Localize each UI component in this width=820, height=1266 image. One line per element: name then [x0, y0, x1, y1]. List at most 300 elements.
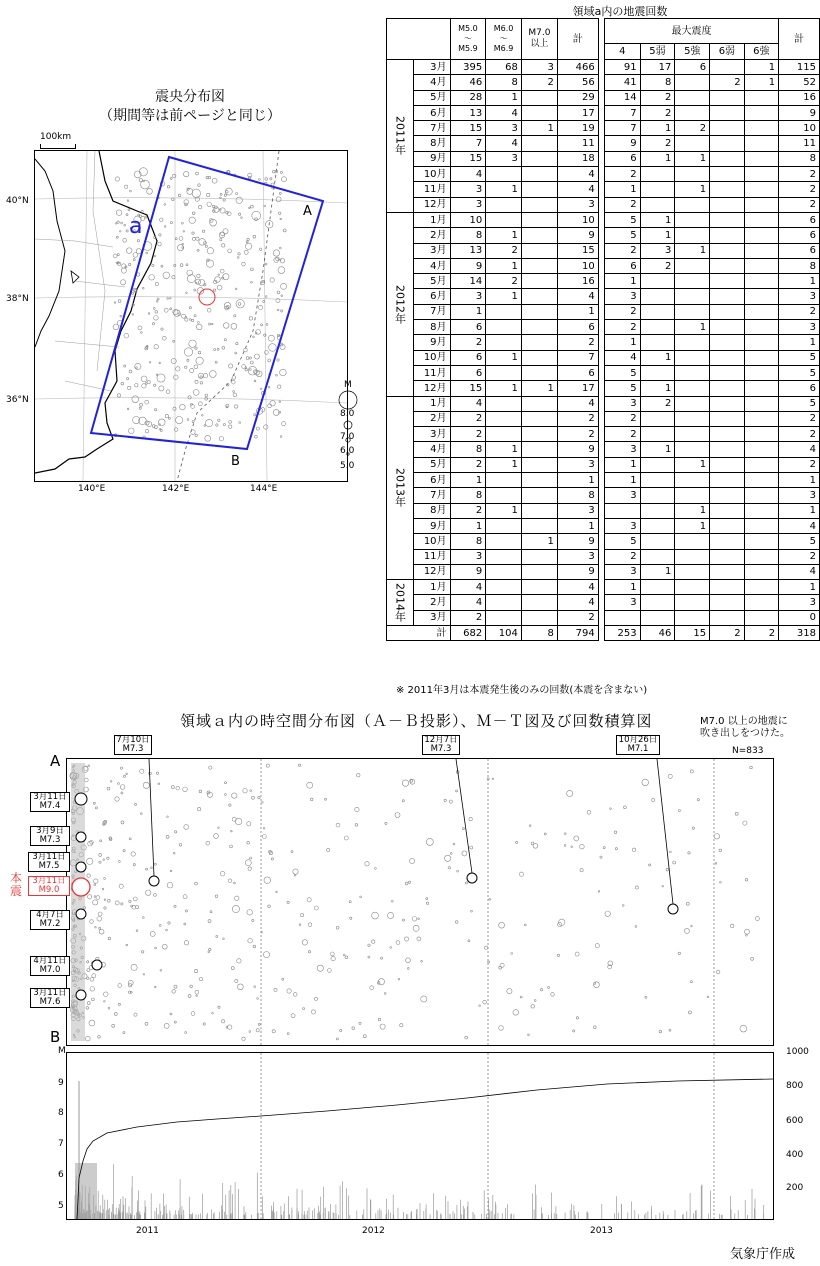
- cell-t2: 4: [779, 442, 820, 457]
- epicenter-marker: [162, 336, 166, 340]
- epicenter-marker: [128, 386, 131, 389]
- month-label: 3月: [414, 243, 451, 258]
- cell-i5l: 2: [640, 396, 675, 411]
- table-row: [387, 396, 820, 411]
- epicenter-marker: [178, 194, 181, 197]
- epicenter-marker: [246, 357, 249, 360]
- epicenter-marker: [130, 190, 132, 192]
- cell-i6u: [744, 182, 778, 197]
- spacetime-marker: [247, 841, 250, 844]
- epicenter-marker: [245, 243, 251, 249]
- spacetime-marker: [519, 872, 523, 876]
- callout-left-mainshock: 3月11日 M9.0: [28, 876, 70, 896]
- epicenter-marker: [163, 272, 170, 279]
- spacetime-marker: [457, 870, 459, 872]
- cell-i6u: [744, 274, 778, 289]
- spacetime-marker: [421, 996, 427, 1002]
- cell-c: 2: [521, 75, 557, 90]
- cell-c: 3: [521, 60, 557, 75]
- cell-i6u: [744, 136, 778, 151]
- epicenter-marker: [233, 391, 235, 393]
- spacetime-marker: [529, 825, 531, 827]
- epicenter-marker: [280, 218, 282, 220]
- epicenter-marker: [157, 298, 159, 300]
- cell-i5l: [640, 427, 675, 442]
- epicenter-marker: [220, 239, 222, 241]
- month-label: 3月: [414, 427, 451, 442]
- cell-i6u: [744, 457, 778, 472]
- spacetime-marker: [291, 851, 293, 853]
- cell-i6l: [710, 258, 744, 273]
- table-row: [387, 320, 820, 335]
- spacetime-marker: [340, 1029, 342, 1031]
- epicenter-marker: [277, 291, 280, 294]
- spacetime-marker: [151, 867, 153, 869]
- spacetime-marker: [115, 797, 119, 801]
- spacetime-marker: [350, 917, 352, 919]
- spacetime-marker: [263, 828, 265, 830]
- mt-svg: [67, 1053, 773, 1219]
- epicenter-marker: [198, 184, 201, 187]
- epicenter-marker: [154, 409, 156, 411]
- month-label: 4月: [414, 442, 451, 457]
- spacetime-marker: [745, 929, 750, 934]
- spacetime-marker: [402, 800, 404, 802]
- spacetime-marker: [396, 941, 400, 945]
- cell-i4: 9: [604, 136, 640, 151]
- epicenter-marker: [139, 168, 147, 176]
- cell-t: 9: [557, 228, 598, 243]
- spacetime-marker: [524, 924, 526, 926]
- epicenter-marker: [194, 315, 196, 317]
- epicenter-marker: [256, 330, 261, 335]
- cell-b: [486, 580, 522, 595]
- mainshock-st-marker: [72, 878, 90, 896]
- spacetime-marker: [183, 895, 187, 899]
- spacetime-marker: [355, 824, 358, 827]
- total-b: 104: [486, 625, 522, 640]
- cell-b: 2: [486, 243, 522, 258]
- cell-i6u: [744, 228, 778, 243]
- spacetime-marker: [237, 959, 241, 963]
- epicenter-marker: [232, 380, 236, 384]
- spacetime-marker: [575, 952, 579, 956]
- spacetime-marker: [128, 980, 133, 985]
- spacetime-svg: [67, 759, 773, 1045]
- spacetime-marker: [544, 833, 546, 835]
- epicenter-marker: [114, 302, 116, 304]
- epicenter-marker: [235, 288, 237, 290]
- spacetime-marker: [390, 947, 392, 949]
- month-label: 11月: [414, 182, 451, 197]
- spacetime-marker: [287, 901, 289, 903]
- epicenter-marker: [176, 417, 183, 424]
- spacetime-marker: [336, 926, 339, 929]
- spacetime-marker: [133, 897, 137, 901]
- cell-a: 6: [450, 320, 486, 335]
- cell-b: [486, 518, 522, 533]
- cell-t2: 9: [779, 105, 820, 120]
- header-int5l: 5弱: [640, 44, 675, 60]
- epicenter-marker: [244, 250, 248, 254]
- epicenter-marker: [280, 171, 282, 173]
- spacetime-marker: [98, 1036, 101, 1039]
- mt-n-600: 600: [786, 1116, 804, 1126]
- spacetime-marker: [184, 941, 188, 945]
- epicenter-marker: [224, 194, 226, 196]
- spacetime-marker: [185, 910, 187, 912]
- spacetime-marker: [235, 896, 239, 900]
- table-row: [387, 595, 820, 610]
- cell-i5l: [640, 457, 675, 472]
- spacetime-marker: [225, 782, 227, 784]
- epicenter-marker: [124, 224, 126, 226]
- epicenter-marker: [247, 238, 249, 240]
- mt-n-200: 200: [786, 1183, 804, 1193]
- epicenter-marker: [228, 249, 232, 253]
- cell-i5l: [640, 320, 675, 335]
- epicenter-marker: [159, 362, 161, 364]
- cell-a: 28: [450, 90, 486, 105]
- month-label: 1月: [414, 396, 451, 411]
- cell-i6u: [744, 381, 778, 396]
- spacetime-marker: [328, 969, 332, 973]
- month-label: 2月: [414, 595, 451, 610]
- spacetime-marker: [368, 944, 370, 946]
- header-total: 計: [557, 19, 598, 60]
- spacetime-marker: [104, 907, 106, 909]
- epicenter-marker: [268, 335, 274, 341]
- epicenter-marker: [269, 344, 277, 352]
- cell-i5l: 8: [640, 75, 675, 90]
- spacetime-marker: [266, 764, 269, 767]
- spacetime-marker: [659, 1030, 662, 1033]
- cell-c: [521, 350, 557, 365]
- cell-t: 4: [557, 182, 598, 197]
- epicenter-marker: [244, 348, 248, 352]
- total-i5u: 15: [675, 625, 710, 640]
- spacetime-marker: [90, 920, 94, 924]
- cell-i5l: [640, 197, 675, 212]
- spacetime-marker: [731, 924, 734, 927]
- cell-i6u: [744, 243, 778, 258]
- spacetime-marker: [242, 1037, 245, 1040]
- epicenter-marker: [254, 354, 259, 359]
- month-label: 12月: [414, 564, 451, 579]
- cell-i5u: [675, 549, 710, 564]
- epicenter-marker: [277, 359, 279, 361]
- spacetime-marker: [576, 1017, 578, 1019]
- epicenter-marker: [141, 210, 143, 212]
- cell-i6u: [744, 580, 778, 595]
- epicenter-marker: [205, 435, 211, 441]
- cell-i5l: 1: [640, 564, 675, 579]
- cell-i6u: [744, 151, 778, 166]
- month-label: 4月: [414, 258, 451, 273]
- spacetime-marker: [156, 772, 158, 774]
- cell-i4: 4: [604, 350, 640, 365]
- cell-t2: 16: [779, 90, 820, 105]
- spacetime-marker: [263, 952, 269, 958]
- header-m6: M6.0 ～ M6.9: [486, 19, 522, 60]
- epicenter-marker: [223, 424, 225, 426]
- cell-c: [521, 564, 557, 579]
- epicenter-marker: [218, 274, 220, 276]
- cell-i5l: [640, 274, 675, 289]
- header-int5u: 5強: [675, 44, 710, 60]
- cell-t2: 8: [779, 258, 820, 273]
- epicenter-marker: [268, 404, 272, 408]
- spacetime-marker: [649, 864, 651, 866]
- spacetime-marker: [206, 841, 210, 845]
- cell-b: [486, 320, 522, 335]
- epicenter-marker: [216, 424, 218, 426]
- cell-t: 6: [557, 365, 598, 380]
- credit: 気象庁作成: [730, 1247, 796, 1262]
- spacetime-marker: [408, 881, 410, 883]
- cell-c: [521, 289, 557, 304]
- spacetime-marker: [118, 1003, 120, 1005]
- epicenter-marker: [281, 283, 287, 289]
- cell-i5l: [640, 595, 675, 610]
- spacetime-marker: [402, 780, 408, 786]
- spacetime-marker: [716, 970, 720, 974]
- spacetime-marker: [691, 925, 693, 927]
- epicenter-marker: [251, 205, 254, 208]
- cell-i5l: 1: [640, 350, 675, 365]
- month-label: 8月: [414, 136, 451, 151]
- spacetime-marker: [528, 1034, 530, 1036]
- epicenter-marker: [191, 430, 196, 435]
- mag-legend-70: 7.0: [340, 432, 355, 442]
- cell-i4: 2: [604, 320, 640, 335]
- cell-i4: 2: [604, 411, 640, 426]
- cell-i4: [604, 503, 640, 518]
- cell-b: 3: [486, 151, 522, 166]
- cell-i6l: [710, 488, 744, 503]
- spacetime-marker: [154, 863, 156, 865]
- cell-t2: 11: [779, 136, 820, 151]
- cell-i6u: [744, 473, 778, 488]
- epicenter-marker: [236, 342, 238, 344]
- epicenter-marker: [224, 339, 226, 341]
- spacetime-marker: [223, 938, 225, 940]
- cell-b: 1: [486, 228, 522, 243]
- epicenter-marker: [121, 280, 126, 285]
- epicenter-marker: [170, 308, 172, 310]
- spacetime-marker: [258, 1023, 260, 1025]
- epicenter-marker: [174, 375, 179, 380]
- cell-i6l: [710, 121, 744, 136]
- cell-t2: 5: [779, 350, 820, 365]
- epicenter-marker: [196, 172, 199, 175]
- cell-i6l: [710, 503, 744, 518]
- epicenter-marker: [268, 359, 271, 362]
- cell-i5u: [675, 289, 710, 304]
- spacetime-marker: [232, 793, 237, 798]
- epicenter-marker: [265, 263, 267, 265]
- epicenter-marker: [185, 366, 187, 368]
- table-row: [387, 503, 820, 518]
- spacetime-marker: [99, 861, 101, 863]
- cell-b: 1: [486, 350, 522, 365]
- cell-i6u: [744, 335, 778, 350]
- month-label: 6月: [414, 105, 451, 120]
- cell-i6u: [744, 258, 778, 273]
- cell-c: 1: [521, 381, 557, 396]
- cell-i5l: [640, 167, 675, 182]
- spacetime-marker: [287, 989, 291, 993]
- spacetime-marker: [402, 919, 404, 921]
- cell-t: 2: [557, 427, 598, 442]
- epicenter-marker: [178, 245, 184, 251]
- epicenter-marker: [192, 189, 200, 197]
- epicenter-marker: [192, 232, 194, 234]
- cell-t2: 6: [779, 381, 820, 396]
- cell-c: [521, 182, 557, 197]
- cell-i6u: [744, 488, 778, 503]
- total-t: 794: [557, 625, 598, 640]
- spacetime-marker: [121, 903, 123, 905]
- spacetime-marker: [104, 992, 109, 997]
- cell-i4: 2: [604, 243, 640, 258]
- spacetime-marker: [755, 917, 759, 921]
- cell-c: [521, 167, 557, 182]
- epicenter-marker: [132, 314, 134, 316]
- year-label: 2014年: [387, 580, 414, 626]
- spacetime-marker: [622, 905, 624, 907]
- epicenter-marker: [149, 362, 151, 364]
- cell-t2: 6: [779, 212, 820, 227]
- epicenter-marker: [235, 352, 237, 354]
- cell-a: 9: [450, 564, 486, 579]
- cell-i5l: 1: [640, 121, 675, 136]
- epicenter-marker: [155, 282, 158, 285]
- epicenter-marker: [154, 316, 159, 321]
- table-row: [387, 289, 820, 304]
- spacetime-marker: [426, 902, 428, 904]
- cell-t2: 6: [779, 228, 820, 243]
- epicenter-marker: [184, 171, 189, 176]
- spacetime-marker: [410, 858, 415, 863]
- epicenter-marker: [121, 222, 123, 224]
- spacetime-marker: [216, 935, 218, 937]
- cell-i6u: [744, 121, 778, 136]
- callout-left-6: 4月11日 M7.0: [30, 956, 70, 976]
- cell-t: 10: [557, 212, 598, 227]
- callout-left-2: 3月9日 M7.3: [30, 826, 70, 846]
- mt-year-2013: 2013: [590, 1226, 613, 1236]
- spacetime-marker: [688, 1011, 691, 1014]
- epicenter-marker: [187, 359, 189, 361]
- spacetime-marker: [94, 896, 96, 898]
- spacetime-marker: [580, 844, 585, 849]
- spacetime-marker: [455, 921, 458, 924]
- table-row: [387, 136, 820, 151]
- mainshock-label: 本震: [9, 871, 22, 898]
- cell-a: 1: [450, 304, 486, 319]
- epicenter-marker: [132, 396, 139, 403]
- epicenter-marker: [265, 296, 267, 298]
- table-row: [387, 534, 820, 549]
- cell-i6l: [710, 518, 744, 533]
- spacetime-marker: [564, 845, 566, 847]
- epicenter-marker: [191, 319, 193, 321]
- table-corner: [387, 19, 451, 60]
- spacetime-marker: [520, 996, 522, 998]
- epicenter-marker: [245, 369, 247, 371]
- table-row: [387, 381, 820, 396]
- epicenter-marker: [161, 328, 163, 330]
- epicenter-marker: [121, 268, 126, 273]
- epicenter-marker: [145, 400, 149, 404]
- cell-t: 3: [557, 197, 598, 212]
- epicenter-marker: [117, 394, 120, 397]
- cell-b: 8: [486, 75, 522, 90]
- cell-i5u: 1: [675, 518, 710, 533]
- callout-left-7: 3月11日 M7.6: [30, 988, 70, 1008]
- epicenter-marker: [173, 174, 176, 177]
- epicenter-marker: [164, 204, 166, 206]
- cell-i4: 1: [604, 274, 640, 289]
- spacetime-marker: [743, 821, 747, 825]
- header-int6l: 6弱: [710, 44, 744, 60]
- cell-a: 10: [450, 212, 486, 227]
- epicenter-marker: [129, 428, 135, 434]
- cell-i4: 3: [604, 518, 640, 533]
- spacetime-marker: [85, 1036, 90, 1041]
- spacetime-marker: [413, 925, 419, 931]
- spacetime-marker: [173, 852, 175, 854]
- spacetime-marker: [126, 944, 128, 946]
- spacetime-marker: [666, 868, 669, 871]
- spacetime-marker: [123, 1032, 125, 1034]
- total-t2: 318: [779, 625, 820, 640]
- total-c: 8: [521, 625, 557, 640]
- cell-i6l: [710, 182, 744, 197]
- cell-i6l: [710, 595, 744, 610]
- cell-t: 1: [557, 304, 598, 319]
- cell-t: 29: [557, 90, 598, 105]
- epicenter-marker: [281, 295, 283, 297]
- spacetime-marker: [184, 923, 186, 925]
- cell-a: 15: [450, 151, 486, 166]
- epicenter-marker: [202, 230, 204, 232]
- epicenter-marker: [255, 435, 258, 438]
- epicenter-marker: [205, 397, 208, 400]
- cell-c: [521, 90, 557, 105]
- epicenter-marker: [113, 324, 119, 330]
- epicenter-marker: [209, 371, 216, 378]
- spacetime-marker: [670, 851, 672, 853]
- spacetime-marker: [225, 794, 227, 796]
- epicenter-marker: [175, 238, 177, 240]
- epicenter-marker: [179, 237, 183, 241]
- epicenter-marker: [225, 188, 232, 195]
- spacetime-marker: [282, 978, 284, 980]
- epicenter-marker: [279, 212, 281, 214]
- mt-tick-8: 8: [58, 1108, 64, 1118]
- epicenter-marker: [136, 249, 141, 254]
- point-a-label: A: [303, 204, 312, 219]
- epicenter-marker: [127, 200, 129, 202]
- cell-c: [521, 396, 557, 411]
- cell-t2: 2: [779, 427, 820, 442]
- month-label: 6月: [414, 473, 451, 488]
- epicenter-marker: [253, 336, 255, 338]
- cell-a: 8: [450, 488, 486, 503]
- spacetime-marker: [110, 781, 112, 783]
